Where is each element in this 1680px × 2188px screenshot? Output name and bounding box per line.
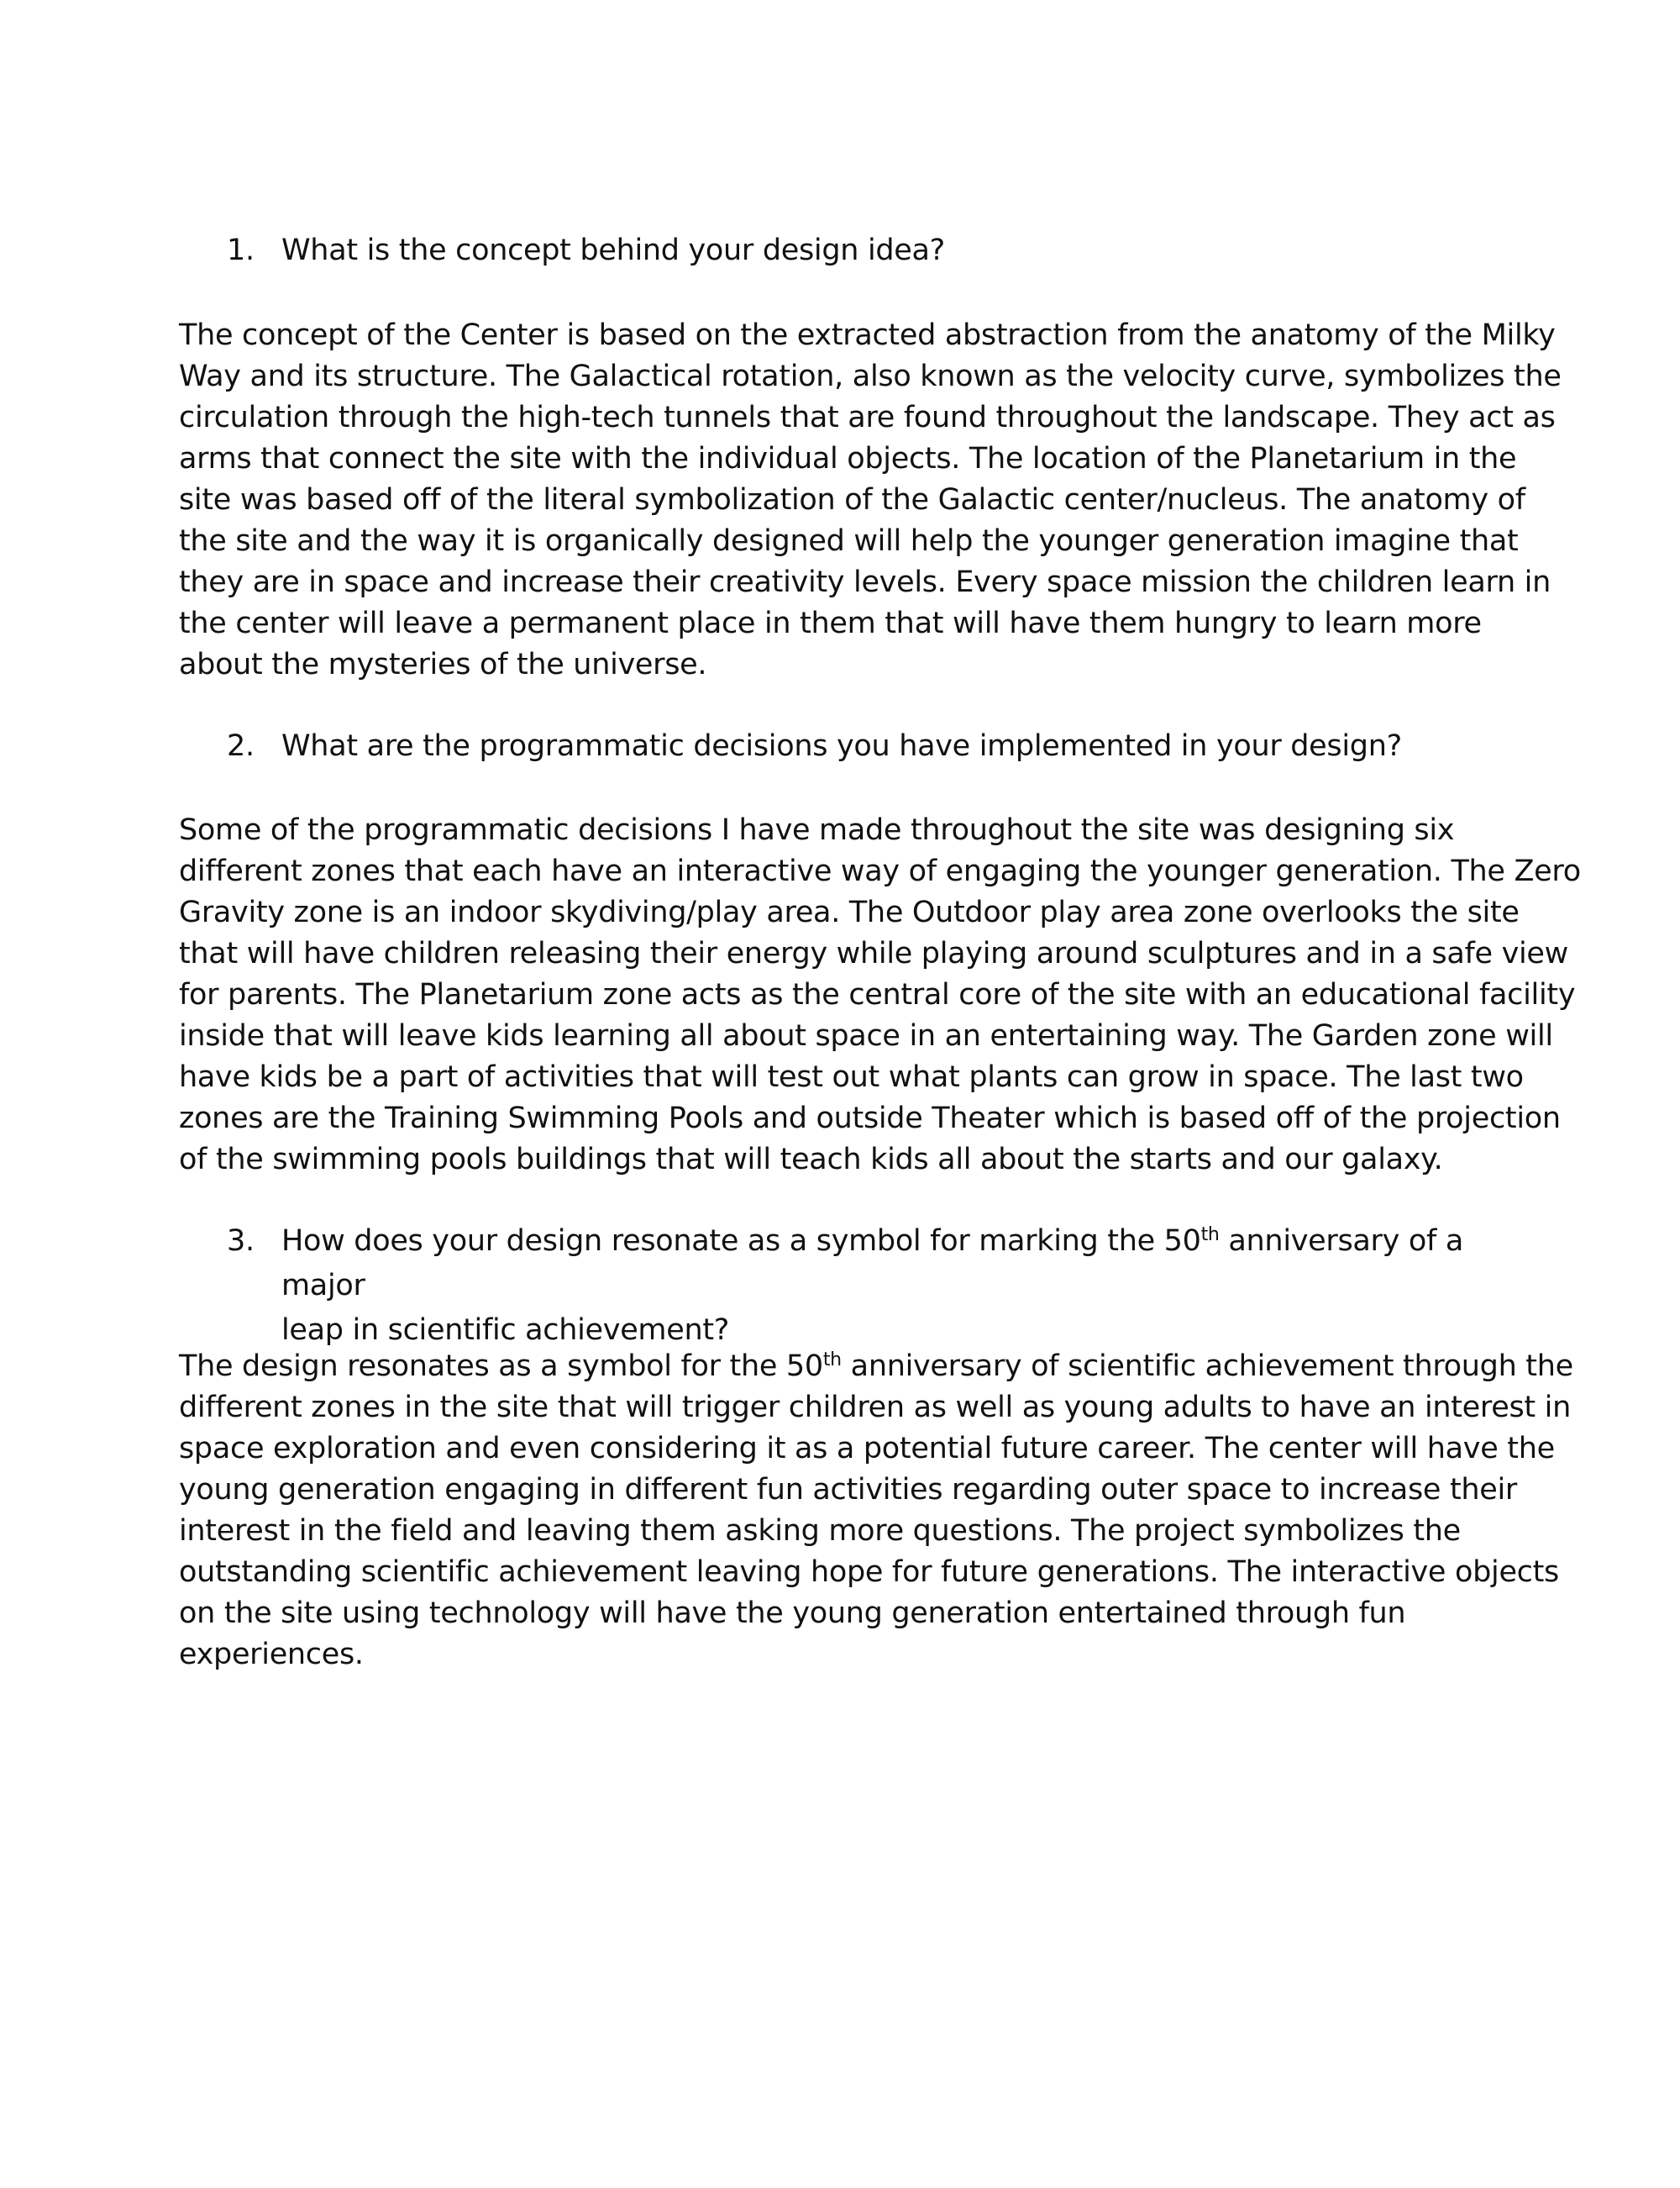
- question-text-part: How does your design resonate as a symbol for marking the 50: [281, 1224, 1201, 1258]
- answer-line: site was based off of the literal symbolization of the Galactic center/nucleus. The anatomy of: [179, 483, 1525, 517]
- answer-line: about the mysteries of the universe.: [179, 648, 707, 681]
- answer-3: [179, 1346, 1573, 1675]
- question-text-part: anniversary of a major: [281, 1224, 1463, 1302]
- answer-line: that will have children releasing their energy while playing around sculptures and in a safe view: [179, 937, 1568, 970]
- answer-line: inside that will leave kids learning all about space in an entertaining way. The Garden zone will: [179, 1019, 1553, 1053]
- answer-line: zones are the Training Swimming Pools and outside Theater which is based off of the projection: [179, 1102, 1561, 1135]
- answer-line: [179, 1346, 1573, 1387]
- answer-line: Gravity zone is an indoor skydiving/play area. The Outdoor play area zone overlooks the site: [179, 896, 1520, 929]
- answer-line: interest in the field and leaving them asking more questions. The project symbolizes the: [179, 1514, 1461, 1548]
- question-text: What are the programmatic decisions you have implemented in your design?: [281, 729, 1402, 763]
- question-text: What is the concept behind your design idea?: [281, 234, 945, 267]
- answer-2: [179, 810, 1581, 1181]
- answer-line: outstanding scientific achievement leaving hope for future generations. The interactive objects: [179, 1555, 1559, 1589]
- answer-line: different zones that each have an interactive way of engaging the younger generation. The Zero: [179, 855, 1581, 888]
- answer-line: they are in space and increase their creativity levels. Every space mission the children learn in: [179, 565, 1551, 599]
- answer-line: circulation through the high-tech tunnels that are found throughout the landscape. They act as: [179, 401, 1556, 434]
- question-text-part: leap in scientific achievement?: [281, 1313, 730, 1347]
- question-text: [281, 1219, 1537, 1353]
- answer-text-part: anniversary of scientific achievement through the: [841, 1349, 1573, 1383]
- question-number: 2.: [227, 729, 255, 763]
- answer-line: have kids be a part of activities that will test out what plants can grow in space. The last two: [179, 1060, 1524, 1094]
- ordinal-suffix: th: [822, 1349, 842, 1370]
- answer-line: the center will leave a permanent place in them that will have them hungry to learn more: [179, 607, 1482, 640]
- ordinal-suffix: th: [1200, 1224, 1220, 1245]
- answer-line: for parents. The Planetarium zone acts as the central core of the site with an educational facility: [179, 978, 1576, 1012]
- answer-1: [179, 315, 1562, 686]
- answer-text-part: The design resonates as a symbol for the 50: [179, 1349, 823, 1383]
- answer-line: of the swimming pools buildings that will teach kids all about the starts and our galaxy.: [179, 1143, 1443, 1176]
- answer-line: different zones in the site that will trigger children as well as young adults to have an interest in: [179, 1391, 1571, 1424]
- answer-line: Way and its structure. The Galactical rotation, also known as the velocity curve, symbolizes the: [179, 360, 1562, 393]
- answer-line: young generation engaging in different fun activities regarding outer space to increase their: [179, 1473, 1518, 1507]
- question-number: 3.: [227, 1224, 255, 1258]
- question-number: 1.: [227, 234, 255, 267]
- answer-line: space exploration and even considering it as a potential future career. The center will have the: [179, 1432, 1555, 1465]
- answer-line: arms that connect the site with the individual objects. The location of the Planetarium in the: [179, 442, 1517, 476]
- answer-line: on the site using technology will have the young generation entertained through fun: [179, 1596, 1406, 1630]
- answer-line: The concept of the Center is based on the extracted abstraction from the anatomy of the Milky: [179, 318, 1556, 352]
- answer-line: experiences.: [179, 1638, 364, 1671]
- answer-line: Some of the programmatic decisions I have made throughout the site was designing six: [179, 813, 1455, 847]
- answer-line: the site and the way it is organically designed will help the younger generation imagine that: [179, 524, 1519, 558]
